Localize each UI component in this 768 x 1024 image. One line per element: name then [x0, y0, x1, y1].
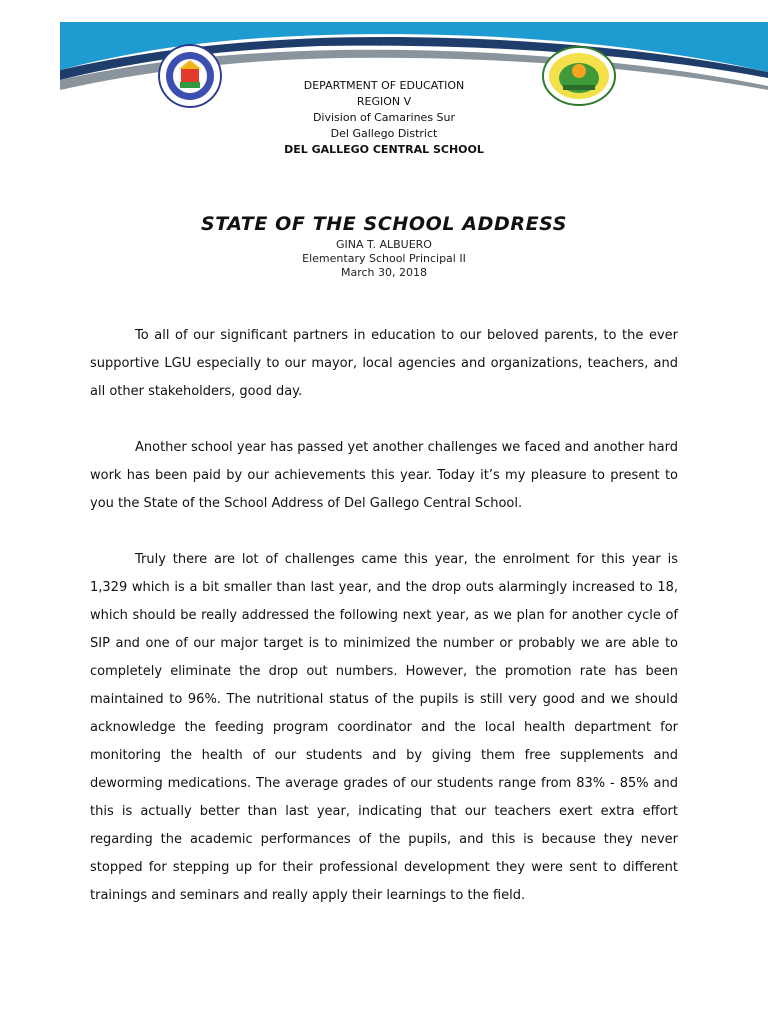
author-position: Elementary School Principal II	[302, 252, 466, 265]
letterhead-department: DEPARTMENT OF EDUCATION	[303, 79, 465, 92]
letterhead-region: REGION V	[356, 95, 412, 108]
letterhead-school: DEL GALLEGO CENTRAL SCHOOL	[284, 143, 484, 156]
document-date: March 30, 2018	[340, 266, 427, 279]
school-logo	[158, 44, 222, 108]
division-seal	[541, 45, 617, 107]
paragraph-greeting: To all of our significant partners in education to our beloved parents, to the ever supportive LGU especially to our mayor, local agencies and organizations, teachers, and all other stakeholders, good day.	[90, 328, 678, 399]
paragraph-intro: Another school year has passed yet another challenges we faced and another hard work has been paid by our achievements this year. Today it’s my pleasure to present to you the State of the School Address of Del Gallego Central School.	[90, 440, 678, 511]
title-block	[134, 210, 634, 280]
document-title: STATE OF THE SCHOOL ADDRESS	[200, 213, 568, 235]
paragraph-challenges: Truly there are lot of challenges came this year, the enrolment for this year is 1,329 which is a bit smaller than last year, and the drop outs alarmingly increased to 18, which should be really addressed the following next year, as we plan for another cycle of SIP and one of our major target is to minimized the number or probably we are able to completely eliminate the drop out numbers. However, the promotion rate has been maintained to 96%. The nutritional status of the pupils is still very good and we should acknowledge the feeding program coordinator and the local health department for monitoring the health of our students and by giving them free supplements and deworming medications. The average grades of our students range from 83% - 85% and this is actually better than last year, indicating that our teachers exert extra effort regarding the academic performances of the pupils, and this is because they never stopped for stepping up for their professional development they were sent to different trainings and seminars and really apply their learnings to the field.	[90, 552, 678, 903]
letterhead	[234, 78, 534, 158]
address-body	[90, 322, 678, 938]
author-name: GINA T. ALBUERO	[336, 238, 432, 251]
letterhead-district: Del Gallego District	[330, 127, 438, 140]
letterhead-division: Division of Camarines Sur	[312, 111, 456, 124]
